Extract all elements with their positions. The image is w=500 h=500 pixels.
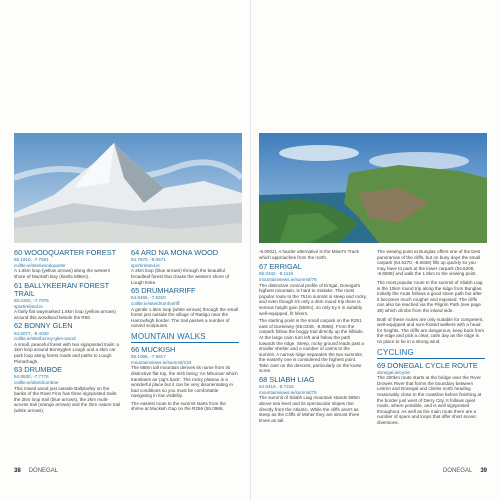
entry-title: 69 DONEGAL CYCLE ROUTE bbox=[377, 360, 478, 370]
page-footer bbox=[14, 468, 58, 474]
entry-body: This mixed wood just outside Ballybofey on the banks of the River Finn has three signposted trails: the 2km loop trail (blue arrows), the 2km multi-access trail (orange arrows) and the 2km nature trail (white arrows). bbox=[14, 385, 121, 413]
entry-coords: 54.6419, -8.7215 bbox=[259, 384, 294, 390]
footer-section: DONEGAL bbox=[28, 468, 59, 474]
entry-coords: 55.0202, -7.7976 bbox=[14, 297, 49, 303]
entry-body: A fairly flat waymarked 1.6km loop (yellow arrows) around this woodland beside the R56. bbox=[14, 309, 116, 320]
entry-coords: 55.1066, -7.9917 bbox=[131, 354, 166, 360]
entry-coords: 54.7870, -8.0571 bbox=[131, 257, 166, 263]
entry-link[interactable]: sportireland.ie bbox=[131, 262, 160, 268]
entry-body: A 2km loop (blue arrows) through the beautiful broadleaf forest that cloaks the western shore of Lough Eske. bbox=[131, 268, 230, 285]
entry-body: A small, peaceful forest with two signposted trails: a 1km loop around Bonnyglen Lough and a 4km car park loop along forest roads and paths to Lough Pisnarhagh. bbox=[14, 341, 119, 364]
entry-link[interactable]: mountainviews.ie/summit/78 bbox=[259, 276, 317, 282]
entry-title: 65 DRUMHARRIFF bbox=[131, 286, 196, 296]
entry-link[interactable]: mountainviews.ie/summit/133 bbox=[131, 359, 192, 365]
entry-title: 63 DRUMBOE bbox=[14, 365, 63, 375]
entry-title: 64 ARD NA MONA WOOD bbox=[131, 248, 219, 257]
entry-body: The 200km route starts at the bridge over the River Drowes River that forms the boundary between Leitrim and Donegal and climbs north heading reasonably close to the coastline before finishing at the border just west of Derry City. It follows quiet roads, where possible, and is well signposted throughout. As well as the main route there are a number of spurs and loops that offer short scenic diversions. bbox=[377, 375, 482, 426]
entry-link[interactable]: coillte.ie/site/drumboe bbox=[14, 379, 59, 385]
continued-text: The viewing point at Bunglas offers one of the best panoramas of the cliffs, but on busy days the small carpark (54.6270, -8.6848) fills up quickly so you may have to park at the lower carpark (54.6208, -8.6608) and walk the 1.5km to the viewing point. bbox=[377, 249, 481, 277]
cliffs-photo bbox=[259, 133, 487, 243]
right-column-2 bbox=[377, 249, 485, 428]
continued-text: -8.0002). A harder alternative is the Miner's Track which approaches from the north. bbox=[259, 249, 359, 260]
mountain-photo bbox=[14, 133, 242, 243]
entry-coords: 54.8465, -7.9310 bbox=[131, 295, 166, 301]
page-number: 39 bbox=[480, 468, 487, 474]
continued-text: Both of these routes are only suitable for competent, well-equipped and sure-footed walkers with a head for heights. The cliffs are dangerous; keep back from the edge and pick a clear, calm day as the ridge is no place to be in a strong wind. bbox=[377, 316, 485, 344]
entry-title: 68 SLIABH LIAG bbox=[259, 375, 315, 385]
entry-body: A 1.6km loop (yellow arrows) along the western shore of Muckish Bay (Ilanlla Mitten). bbox=[14, 268, 111, 279]
entry-body: The distinctive conical profile of Errigal, Donegal's highest mountain, is hard to mistake. The most popular route to the 751m summit is steep and rocky, and even though it's only a 4km round trip there is serious height gain (550m), so only try it in suitably well-equipped, fit hikers. bbox=[259, 282, 367, 316]
right-column-1 bbox=[259, 249, 367, 425]
entry-coords: 55.1910, -7.7551 bbox=[14, 257, 49, 263]
entry-body: The 666m tall mountain derives its name from its distinctive flat top, the Irish being 'An Mhuicas' which translates as 'pig's back'. The rocky plateau is a wonderful place but it can be very disorientating in bad conditions so you must be comfortable navigating in low visibility. bbox=[131, 365, 238, 399]
entry-link[interactable]: mountainviews.ie/summit/79 bbox=[259, 389, 317, 395]
entry-title: 66 MUCKISH bbox=[131, 344, 176, 354]
entry-link[interactable]: donegal.ie/cycle bbox=[377, 369, 410, 375]
entry-link[interactable]: coillte.ie/site/woodquarter bbox=[14, 262, 66, 268]
page-number: 38 bbox=[14, 468, 21, 474]
entry-title: 62 BONNY GLEN bbox=[14, 321, 73, 331]
entry-title: 61 BALLYKEERAN FOREST TRAIL bbox=[14, 280, 110, 298]
entry-body: The summit of Sliabh Liag mountain stands 595m above sea level and its spectacular slopes rise directly from the Atlantic. While the cliffs aren't as steep as the Cliffs of Moher they are almost three times as tall. bbox=[259, 395, 360, 423]
footer-section: DONEGAL bbox=[442, 468, 473, 474]
continued-text: The most popular route to the summit of Sliabh Liag is the 10km round trip along the ridge from Bunglas. Initially the route follows a good stone path but after it becomes much rougher and exposed. The cliffs can also be reached via the Pilgrim Path (see page 38) which climbs from the inland side. bbox=[377, 279, 483, 313]
entry-body: A gentle 1.5km loop (white arrows) through the small forest just outside the village of Rattigo near the Harrowhigh border. The trail passes a number of carved sculptures. bbox=[131, 306, 238, 329]
left-column-1 bbox=[14, 249, 122, 415]
entry-coords: 54.6077, -8.4033 bbox=[14, 330, 49, 336]
entry-body: The starting point is the small carpark on the R251 east of Dunlewey (55.0348, -8.0866). From the carpark follow the boggy trail directly up the hillside. At the large cairn turn left and follow the path towards the ridge. Steep, rocky ground leads past a smaller shelter and a number of cairns to the summit. A narrow ridge separates the two summits; the easterly one is considered the highest point. Take care on the descent, particularly on the loose scree. bbox=[259, 318, 364, 374]
entry-body: The easiest route to the summit starts from the shrine at Muckish Gap on the R256 (55.0986, bbox=[131, 400, 226, 412]
entry-link[interactable]: sportireland.ie bbox=[14, 303, 43, 309]
entry-coords: 55.0342, -8.1119 bbox=[259, 271, 294, 277]
section-heading: MOUNTAIN WALKS bbox=[131, 332, 239, 343]
entry-coords: 54.8530, -7.7776 bbox=[14, 374, 49, 380]
entry-link[interactable]: coillte.ie/site/bonny-glen-wood bbox=[14, 336, 76, 342]
page-footer bbox=[443, 468, 487, 474]
left-column-2 bbox=[131, 249, 239, 414]
entry-link[interactable]: coillte.ie/site/drumharriff bbox=[131, 300, 180, 306]
section-heading: CYCLING bbox=[377, 348, 485, 359]
entry-title: 67 ERRIGAL bbox=[259, 262, 302, 272]
entry-title: 60 WOODQUARTER FOREST bbox=[14, 248, 117, 257]
right-page bbox=[250, 0, 500, 500]
